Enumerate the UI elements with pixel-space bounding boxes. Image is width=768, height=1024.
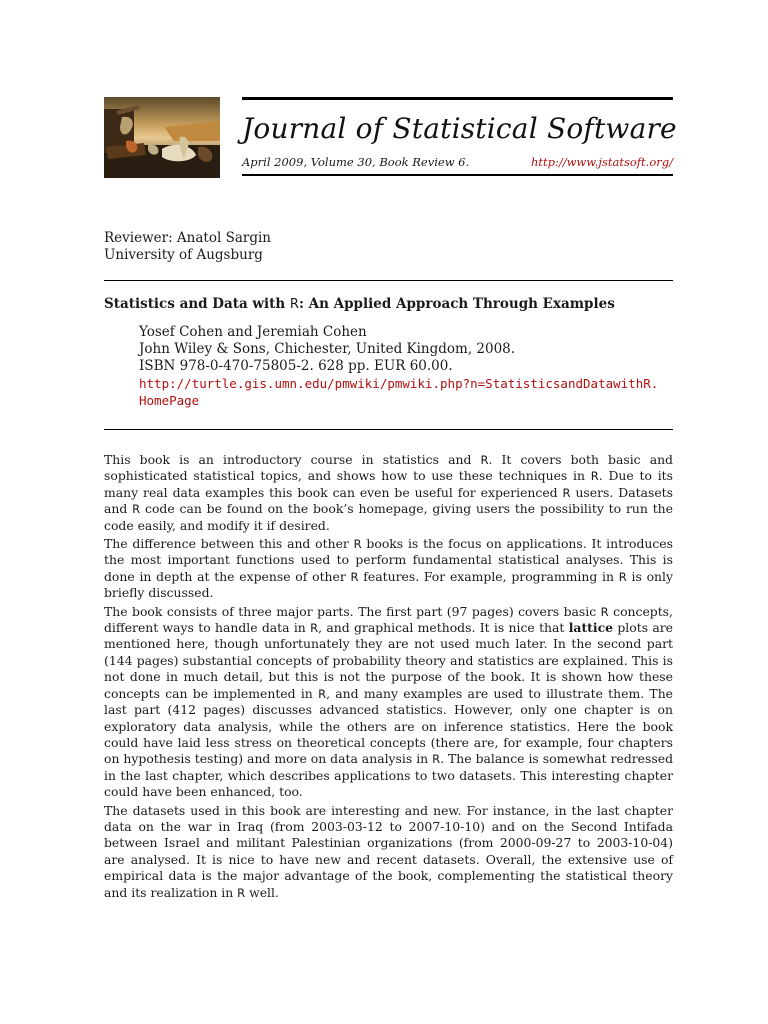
r-name: R [600, 604, 609, 619]
r-name: R [432, 752, 441, 767]
homepage-link-line[interactable]: http://turtle.gis.umn.edu/pmwiki/pmwiki.php?n=StatisticsandDatawithR. [139, 376, 659, 391]
r-name: R [318, 686, 327, 701]
melting-clocks-painting-logo [104, 97, 220, 178]
text-run: is only briefly discussed. [104, 568, 673, 601]
text-run: . Due to its many real data examples this book can even be useful for experienced [104, 468, 673, 500]
r-name: R [350, 569, 359, 584]
text-run: well. [245, 884, 279, 900]
r-name: R [590, 469, 599, 484]
paragraph [104, 452, 673, 534]
r-name: R [132, 502, 141, 517]
section-divider [104, 280, 673, 281]
book-title-part: : An Applied Approach Through Examples [298, 296, 615, 312]
reviewer-affiliation: University of Augsburg [104, 246, 263, 263]
paragraph [104, 604, 673, 801]
text-run: code can be found on the book’s homepage, giving users the possibility to run the code easily, and modify it if desired. [104, 501, 673, 533]
text-run: This book is an introductory course in statistics and [104, 452, 481, 467]
journal-title: Journal of Statistical Software [242, 112, 677, 145]
text-run: , and many examples are used to illustrate them. The last part (412 pages) discusses advanced statistics. However, only one chapter is on exploratory data analysis, while the others are on inference statistics. Here the book could have laid less stress on theoretical concepts (there are, for example, four chapters on hypothesis testing) and more on data analysis in [104, 685, 674, 767]
r-name: R [618, 569, 627, 584]
r-name: R [289, 297, 299, 312]
paragraph [104, 536, 673, 602]
reviewer-name: Reviewer: Anatol Sargin [104, 230, 271, 246]
section-divider [104, 429, 673, 430]
r-name: R [237, 885, 246, 900]
text-run: The datasets used in this book are interesting and new. For instance, in the last chapter data on the war in Iraq (from 2003-03-12 to 2007-10-10) and on the Second Intifada between Israel and militant Palestinian organizations (from 2000-09-27 to 2003-10-04) are analysed. It is nice to have new and recent datasets. Overall, the extensive use of empirical data is the major advantage of the book, complementing the statistical theory and its realization in [104, 802, 673, 900]
text-run: plots are mentioned here, though unfortunately they are not used much later. In the second part (144 pages) substantial concepts of probability theory and statistics are explained. This is not done in much detail, but this is not the purpose of the book. It is shown how these concepts can be implemented in [104, 620, 674, 701]
journal-url-link[interactable]: http://www.jstatsoft.org/ [530, 155, 673, 169]
book-homepage-link[interactable] [139, 375, 658, 409]
header-bottom-rule [242, 174, 673, 176]
text-run: , and graphical methods. It is nice that [318, 620, 569, 636]
r-name: R [310, 621, 319, 636]
header-top-rule [242, 97, 673, 100]
book-authors: Yosef Cohen and Jeremiah Cohen [139, 324, 367, 340]
homepage-link-line[interactable]: HomePage [139, 393, 200, 408]
text-run: features. For example, programming in [358, 568, 619, 584]
lattice-package-name: lattice [568, 620, 614, 636]
text-run: The difference between this and other [104, 536, 354, 552]
text-run: The book consists of three major parts. The first part (97 pages) covers basic [104, 603, 601, 619]
text-run: . The balance is somewhat redressed in the last chapter, which describes applications to two datasets. This interesting chapter could have been enhanced, too. [104, 751, 673, 800]
paragraph [104, 803, 673, 901]
review-body [104, 452, 673, 903]
book-isbn: ISBN 978-0-470-75805-2. 628 pp. EUR 60.00. [139, 358, 453, 374]
text-run: users. Datasets and [104, 484, 673, 517]
r-name: R [353, 537, 362, 552]
reviewer-block [104, 230, 271, 263]
text-run: books is the focus on applications. It introduces the most important functions used to perform fundamental statistical analyses. This is done in depth at the expense of other [104, 536, 673, 584]
text-run: concepts, different ways to handle data in [104, 603, 673, 636]
r-name: R [562, 485, 571, 500]
issue-info: April 2009, Volume 30, Book Review 6. [242, 155, 470, 169]
book-title [104, 296, 615, 312]
book-details [139, 324, 658, 409]
book-title-part: Statistics and Data with [104, 296, 290, 312]
book-publisher: John Wiley & Sons, Chichester, United Kingdom, 2008. [139, 341, 516, 357]
r-name: R [480, 453, 489, 467]
text-run: . It covers both basic and sophisticated statistical topics, and shows how to use these techniques in [104, 452, 673, 484]
